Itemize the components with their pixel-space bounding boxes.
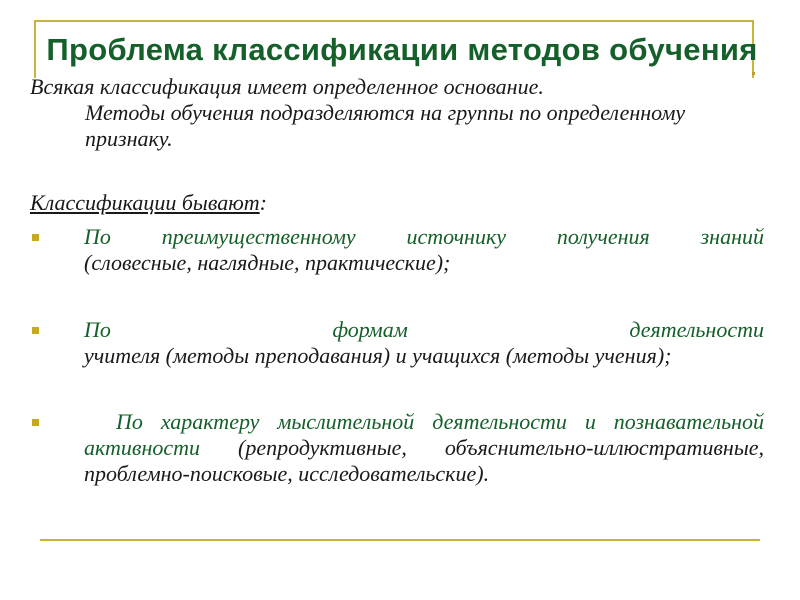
list-item-text: [84, 317, 764, 369]
list-item-rest-text: (репродуктивные, объяснительно-иллюстративные, проблемно-поисковые, исследовательские).: [84, 435, 765, 486]
classifications-heading: [30, 190, 770, 216]
bullet-icon: [32, 234, 39, 241]
classifications-heading-colon: :: [259, 190, 267, 215]
classifications-heading-text: Классификации бывают: [30, 190, 260, 215]
list-item-green-text: По формам деятельности: [84, 317, 764, 342]
list-item-rest-text: (словесные, наглядные, практические);: [84, 250, 451, 275]
list-item-green-text: По преимущественному источнику получения знаний: [84, 224, 764, 249]
intro-paragraph: [30, 74, 770, 152]
slide-title: Проблема классификации методов обучения: [46, 32, 758, 67]
list-item-text: [84, 224, 764, 276]
bullet-icon: [32, 327, 39, 334]
list-item-green-text: По характеру мыслительной деятельности и познавательной активности: [84, 409, 764, 460]
intro-line-1: Всякая классификация имеет определенное основание.: [30, 74, 544, 99]
frame-top-line: [34, 20, 754, 22]
list-item-line-1: [84, 317, 764, 343]
list-item-text: [84, 409, 764, 487]
frame-left-line: [34, 20, 36, 78]
frame-bottom-line: [40, 539, 760, 541]
bullet-icon: [32, 419, 39, 426]
intro-line-2: Методы обучения подразделяются на группы по определенному признаку.: [85, 100, 686, 151]
list-item-rest-text: учителя (методы преподавания) и учащихся (методы учения);: [84, 343, 672, 368]
